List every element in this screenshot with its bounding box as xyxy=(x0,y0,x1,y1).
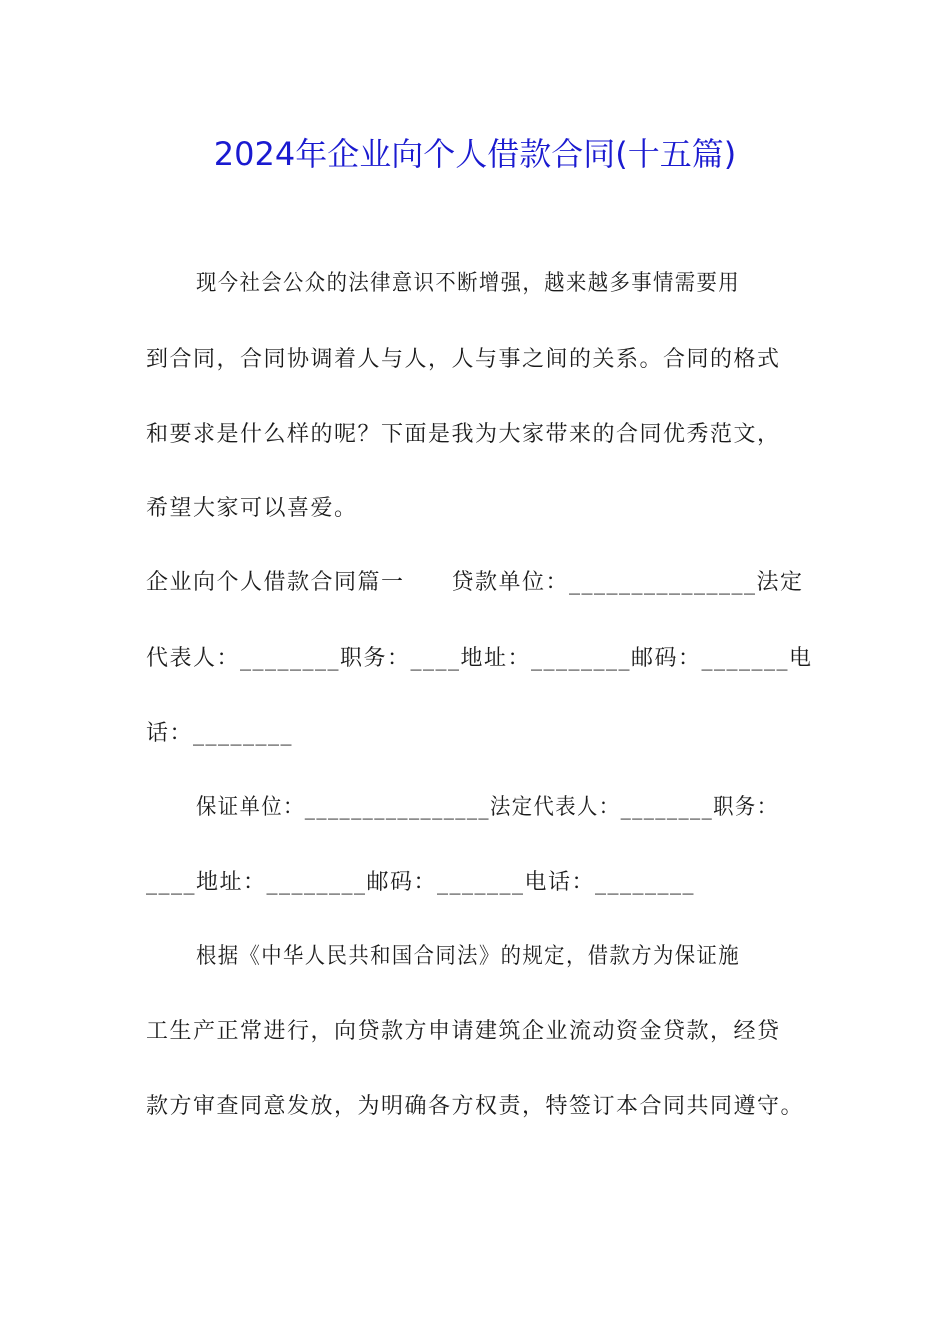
paragraph-line: 保证单位：________________法定代表人：________职务： xyxy=(196,795,779,820)
paragraph-line: 到合同，合同协调着人与人，人与事之间的关系。合同的格式 xyxy=(146,347,781,372)
paragraph-line: 款方审查同意发放，为明确各方权责，特签订本合同共同遵守。 xyxy=(146,1094,805,1119)
paragraph-line: 代表人：________职务：____地址：________邮码：_______电 xyxy=(146,646,813,671)
document-title: 2024年企业向个人借款合同(十五篇) xyxy=(213,135,737,173)
paragraph-line: 工生产正常进行，向贷款方申请建筑企业流动资金贷款，经贷 xyxy=(146,1019,781,1044)
paragraph-line: 企业向个人借款合同篇一 贷款单位：_______________法定 xyxy=(146,570,804,595)
paragraph-line: 根据《中华人民共和国合同法》的规定，借款方为保证施 xyxy=(196,944,741,969)
paragraph-line: 话：________ xyxy=(146,721,294,746)
paragraph-line: 希望大家可以喜爱。 xyxy=(146,496,358,521)
paragraph-line: ____地址：________邮码：_______电话：________ xyxy=(146,870,696,895)
paragraph-line: 和要求是什么样的呢？下面是我为大家带来的合同优秀范文， xyxy=(146,422,781,447)
paragraph-line: 现今社会公众的法律意识不断增强，越来越多事情需要用 xyxy=(196,271,741,296)
